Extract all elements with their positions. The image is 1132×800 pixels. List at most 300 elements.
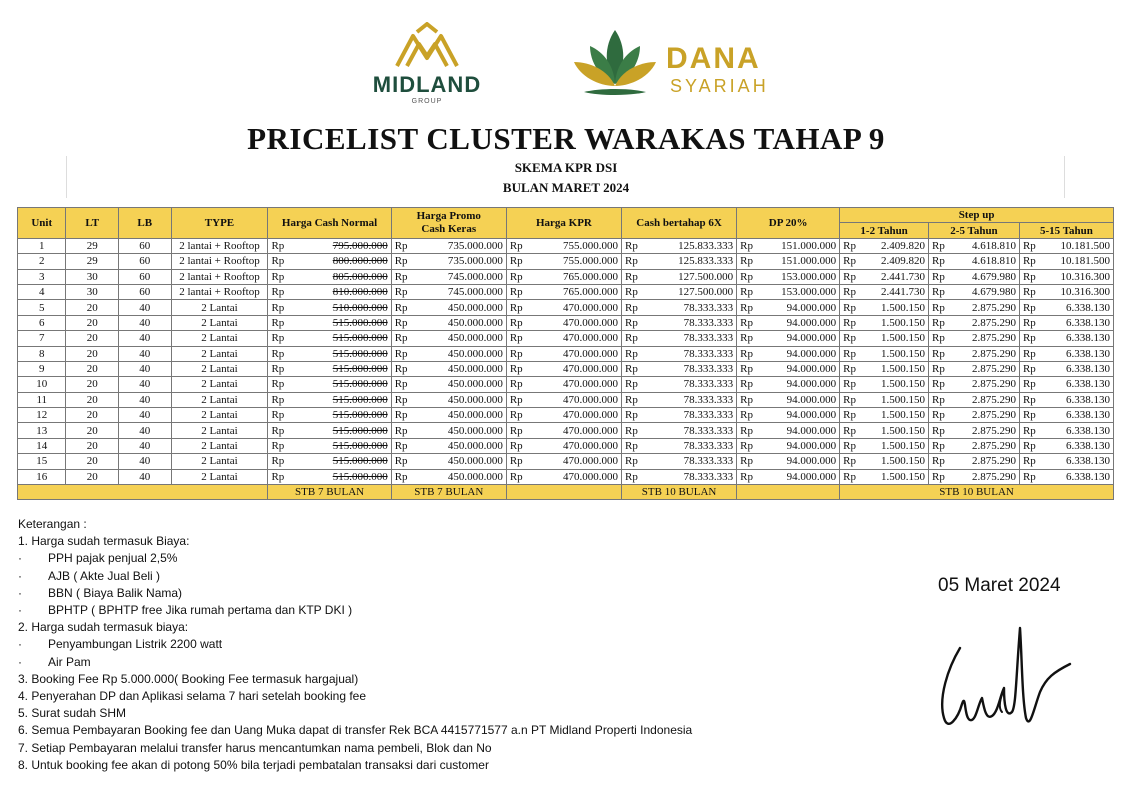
header-lb: LB xyxy=(118,208,171,239)
table-row xyxy=(18,238,1114,253)
currency-label: Rp xyxy=(391,392,413,407)
lt-cell: 20 xyxy=(66,377,119,392)
header-lt: LT xyxy=(66,208,119,239)
cash-normal-cell: 515.000.000 xyxy=(290,377,391,392)
currency-label: Rp xyxy=(737,331,759,346)
currency-label: Rp xyxy=(1019,331,1041,346)
unit-cell: 8 xyxy=(18,346,66,361)
table-row xyxy=(18,377,1114,392)
currency-label: Rp xyxy=(391,269,413,284)
stepup-1-cell: 2.409.820 xyxy=(862,238,929,253)
bertahap-cell: 78.333.333 xyxy=(644,315,737,330)
cash-normal-cell: 515.000.000 xyxy=(290,423,391,438)
promo-cell: 450.000.000 xyxy=(413,408,506,423)
note-text: BPHTP ( BPHTP free Jika rumah pertama dan KTP DKI ) xyxy=(48,603,353,618)
header-kpr: Harga KPR xyxy=(506,208,621,239)
type-cell: 2 Lantai xyxy=(171,423,268,438)
currency-label: Rp xyxy=(929,238,951,253)
lb-cell: 40 xyxy=(118,377,171,392)
currency-label: Rp xyxy=(929,454,951,469)
currency-label: Rp xyxy=(622,361,644,376)
stepup-2-cell: 2.875.290 xyxy=(951,331,1020,346)
promo-cell: 450.000.000 xyxy=(413,331,506,346)
pricelist-table xyxy=(17,207,1114,500)
currency-label: Rp xyxy=(737,315,759,330)
currency-label: Rp xyxy=(1019,469,1041,484)
promo-cell: 450.000.000 xyxy=(413,438,506,453)
currency-label: Rp xyxy=(929,315,951,330)
currency-label: Rp xyxy=(737,423,759,438)
dp-cell: 94.000.000 xyxy=(759,315,840,330)
stepup-2-cell: 2.875.290 xyxy=(951,438,1020,453)
note-text: 8. Untuk booking fee akan di potong 50% bila terjadi pembatalan transaksi dari customer xyxy=(18,757,489,772)
currency-label: Rp xyxy=(391,315,413,330)
unit-cell: 10 xyxy=(18,377,66,392)
currency-label: Rp xyxy=(268,331,290,346)
type-cell: 2 lantai + Rooftop xyxy=(171,254,268,269)
currency-label: Rp xyxy=(391,300,413,315)
currency-label: Rp xyxy=(506,315,528,330)
bullet-dot-icon: · xyxy=(18,551,22,566)
currency-label: Rp xyxy=(268,361,290,376)
currency-label: Rp xyxy=(622,269,644,284)
lt-cell: 29 xyxy=(66,238,119,253)
type-cell: 2 Lantai xyxy=(171,392,268,407)
note-text: 3. Booking Fee Rp 5.000.000( Booking Fee termasuk hargajual) xyxy=(18,671,359,686)
unit-cell: 1 xyxy=(18,238,66,253)
currency-label: Rp xyxy=(622,438,644,453)
bertahap-cell: 78.333.333 xyxy=(644,361,737,376)
kpr-cell: 755.000.000 xyxy=(529,238,622,253)
lt-cell: 20 xyxy=(66,423,119,438)
currency-label: Rp xyxy=(391,331,413,346)
stepup-3-cell: 10.181.500 xyxy=(1042,238,1114,253)
currency-label: Rp xyxy=(391,284,413,299)
stepup-2-cell: 2.875.290 xyxy=(951,469,1020,484)
stepup-3-cell: 10.316.300 xyxy=(1042,269,1114,284)
currency-label: Rp xyxy=(737,238,759,253)
currency-label: Rp xyxy=(391,408,413,423)
dp-cell: 94.000.000 xyxy=(759,423,840,438)
stepup-1-cell: 1.500.150 xyxy=(862,346,929,361)
stepup-2-cell: 2.875.290 xyxy=(951,346,1020,361)
note-bullet-item xyxy=(18,585,692,602)
stepup-3-cell: 6.338.130 xyxy=(1042,423,1114,438)
currency-label: Rp xyxy=(268,438,290,453)
type-cell: 2 Lantai xyxy=(171,315,268,330)
bertahap-cell: 125.833.333 xyxy=(644,238,737,253)
stepup-2-cell: 2.875.290 xyxy=(951,423,1020,438)
currency-label: Rp xyxy=(840,377,862,392)
currency-label: Rp xyxy=(268,269,290,284)
currency-label: Rp xyxy=(268,254,290,269)
currency-label: Rp xyxy=(1019,284,1041,299)
lt-cell: 30 xyxy=(66,269,119,284)
bullet-dot-icon: · xyxy=(18,654,22,669)
currency-label: Rp xyxy=(840,346,862,361)
type-cell: 2 Lantai xyxy=(171,361,268,376)
currency-label: Rp xyxy=(506,454,528,469)
currency-label: Rp xyxy=(737,269,759,284)
footer-promo: STB 7 BULAN xyxy=(391,485,506,500)
lb-cell: 60 xyxy=(118,254,171,269)
currency-label: Rp xyxy=(929,300,951,315)
currency-label: Rp xyxy=(622,315,644,330)
midland-name: MIDLAND xyxy=(372,72,482,97)
header-stepup: Step up xyxy=(840,208,1114,223)
currency-label: Rp xyxy=(840,454,862,469)
cash-normal-cell: 515.000.000 xyxy=(290,438,391,453)
currency-label: Rp xyxy=(1019,315,1041,330)
currency-label: Rp xyxy=(1019,269,1041,284)
kpr-cell: 470.000.000 xyxy=(529,438,622,453)
currency-label: Rp xyxy=(622,284,644,299)
dp-cell: 94.000.000 xyxy=(759,331,840,346)
currency-label: Rp xyxy=(506,469,528,484)
stepup-2-cell: 4.618.810 xyxy=(951,238,1020,253)
currency-label: Rp xyxy=(737,361,759,376)
currency-label: Rp xyxy=(622,254,644,269)
table-row xyxy=(18,284,1114,299)
scheme-subtitle: SKEMA KPR DSI xyxy=(514,160,618,175)
page-title: PRICELIST CLUSTER WARAKAS TAHAP 9 xyxy=(247,121,885,156)
unit-cell: 3 xyxy=(18,269,66,284)
bertahap-cell: 127.500.000 xyxy=(644,269,737,284)
dp-cell: 151.000.000 xyxy=(759,238,840,253)
unit-cell: 13 xyxy=(18,423,66,438)
lt-cell: 20 xyxy=(66,454,119,469)
currency-label: Rp xyxy=(929,469,951,484)
currency-label: Rp xyxy=(737,392,759,407)
currency-label: Rp xyxy=(1019,300,1041,315)
stepup-3-cell: 6.338.130 xyxy=(1042,300,1114,315)
note-bullet-item xyxy=(18,568,692,585)
unit-cell: 15 xyxy=(18,454,66,469)
currency-label: Rp xyxy=(268,469,290,484)
currency-label: Rp xyxy=(391,361,413,376)
cash-normal-cell: 510.000.000 xyxy=(290,300,391,315)
type-cell: 2 Lantai xyxy=(171,377,268,392)
unit-cell: 5 xyxy=(18,300,66,315)
notes-heading: Keterangan : xyxy=(18,517,87,531)
currency-label: Rp xyxy=(506,346,528,361)
currency-label: Rp xyxy=(840,392,862,407)
type-cell: 2 Lantai xyxy=(171,346,268,361)
currency-label: Rp xyxy=(1019,238,1041,253)
currency-label: Rp xyxy=(506,377,528,392)
bertahap-cell: 78.333.333 xyxy=(644,300,737,315)
bertahap-cell: 78.333.333 xyxy=(644,377,737,392)
kpr-cell: 470.000.000 xyxy=(529,469,622,484)
kpr-cell: 765.000.000 xyxy=(529,269,622,284)
table-row xyxy=(18,315,1114,330)
currency-label: Rp xyxy=(391,469,413,484)
notes-section xyxy=(18,516,692,774)
kpr-cell: 470.000.000 xyxy=(529,423,622,438)
header-stepup-2: 2-5 Tahun xyxy=(929,223,1020,238)
currency-label: Rp xyxy=(929,423,951,438)
unit-cell: 7 xyxy=(18,331,66,346)
dana-sub: SYARIAH xyxy=(670,76,769,96)
note-text: 4. Penyerahan DP dan Aplikasi selama 7 hari setelah booking fee xyxy=(18,689,367,704)
dp-cell: 94.000.000 xyxy=(759,361,840,376)
currency-label: Rp xyxy=(840,315,862,330)
currency-label: Rp xyxy=(506,438,528,453)
type-cell: 2 Lantai xyxy=(171,331,268,346)
promo-cell: 745.000.000 xyxy=(413,269,506,284)
currency-label: Rp xyxy=(840,438,862,453)
cash-normal-cell: 795.000.000 xyxy=(290,238,391,253)
stepup-2-cell: 2.875.290 xyxy=(951,454,1020,469)
lotus-icon xyxy=(570,26,660,102)
promo-cell: 450.000.000 xyxy=(413,454,506,469)
stepup-1-cell: 1.500.150 xyxy=(862,377,929,392)
stepup-1-cell: 1.500.150 xyxy=(862,469,929,484)
header-cash-normal: Harga Cash Normal xyxy=(268,208,391,239)
note-bullet-item xyxy=(18,550,692,567)
currency-label: Rp xyxy=(391,377,413,392)
promo-cell: 735.000.000 xyxy=(413,238,506,253)
type-cell: 2 Lantai xyxy=(171,469,268,484)
midland-sub: GROUP xyxy=(411,98,443,105)
lt-cell: 20 xyxy=(66,331,119,346)
unit-cell: 12 xyxy=(18,408,66,423)
note-text: PPH pajak penjual 2,5% xyxy=(48,551,178,566)
document-date: 05 Maret 2024 xyxy=(938,575,1061,596)
lt-cell: 20 xyxy=(66,300,119,315)
bertahap-cell: 78.333.333 xyxy=(644,438,737,453)
kpr-cell: 470.000.000 xyxy=(529,300,622,315)
currency-label: Rp xyxy=(506,284,528,299)
header-type: TYPE xyxy=(171,208,268,239)
header-unit: Unit xyxy=(18,208,66,239)
currency-label: Rp xyxy=(391,346,413,361)
currency-label: Rp xyxy=(929,392,951,407)
currency-label: Rp xyxy=(1019,377,1041,392)
currency-label: Rp xyxy=(1019,438,1041,453)
dp-cell: 94.000.000 xyxy=(759,469,840,484)
lb-cell: 40 xyxy=(118,331,171,346)
stepup-2-cell: 4.679.980 xyxy=(951,284,1020,299)
note-numbered-item xyxy=(18,705,692,722)
type-cell: 2 lantai + Rooftop xyxy=(171,269,268,284)
promo-cell: 450.000.000 xyxy=(413,469,506,484)
stepup-2-cell: 2.875.290 xyxy=(951,361,1020,376)
currency-label: Rp xyxy=(1019,408,1041,423)
lt-cell: 20 xyxy=(66,346,119,361)
currency-label: Rp xyxy=(268,315,290,330)
currency-label: Rp xyxy=(929,331,951,346)
bertahap-cell: 78.333.333 xyxy=(644,346,737,361)
stepup-3-cell: 6.338.130 xyxy=(1042,361,1114,376)
note-text: 2. Harga sudah termasuk biaya: xyxy=(18,620,189,635)
currency-label: Rp xyxy=(506,408,528,423)
currency-label: Rp xyxy=(737,300,759,315)
bertahap-cell: 78.333.333 xyxy=(644,392,737,407)
currency-label: Rp xyxy=(840,331,862,346)
currency-label: Rp xyxy=(622,408,644,423)
currency-label: Rp xyxy=(622,392,644,407)
currency-label: Rp xyxy=(506,361,528,376)
currency-label: Rp xyxy=(391,423,413,438)
period-subtitle: BULAN MARET 2024 xyxy=(502,180,630,195)
currency-label: Rp xyxy=(840,269,862,284)
lb-cell: 40 xyxy=(118,454,171,469)
cash-normal-cell: 515.000.000 xyxy=(290,454,391,469)
table-body xyxy=(18,238,1114,484)
promo-cell: 450.000.000 xyxy=(413,392,506,407)
currency-label: Rp xyxy=(929,377,951,392)
currency-label: Rp xyxy=(622,238,644,253)
table-row xyxy=(18,300,1114,315)
stepup-2-cell: 4.679.980 xyxy=(951,269,1020,284)
currency-label: Rp xyxy=(737,377,759,392)
header-stepup-1: 1-2 Tahun xyxy=(840,223,929,238)
stepup-1-cell: 1.500.150 xyxy=(862,438,929,453)
header-bertahap: Cash bertahap 6X xyxy=(622,208,737,239)
promo-cell: 450.000.000 xyxy=(413,300,506,315)
lt-cell: 29 xyxy=(66,254,119,269)
note-numbered-item xyxy=(18,740,692,757)
promo-cell: 745.000.000 xyxy=(413,284,506,299)
dana-syariah-logo xyxy=(570,26,790,106)
currency-label: Rp xyxy=(506,254,528,269)
stepup-1-cell: 1.500.150 xyxy=(862,300,929,315)
dp-cell: 151.000.000 xyxy=(759,254,840,269)
midland-logo xyxy=(362,22,492,112)
note-bullet-item xyxy=(18,654,692,671)
note-numbered-item xyxy=(18,722,692,739)
stepup-2-cell: 2.875.290 xyxy=(951,300,1020,315)
signature-image xyxy=(930,608,1090,748)
currency-label: Rp xyxy=(737,454,759,469)
table-row xyxy=(18,331,1114,346)
kpr-cell: 765.000.000 xyxy=(529,284,622,299)
footer-empty xyxy=(18,485,268,500)
stepup-3-cell: 6.338.130 xyxy=(1042,346,1114,361)
currency-label: Rp xyxy=(1019,346,1041,361)
kpr-cell: 470.000.000 xyxy=(529,361,622,376)
currency-label: Rp xyxy=(1019,254,1041,269)
stepup-1-cell: 1.500.150 xyxy=(862,408,929,423)
kpr-cell: 470.000.000 xyxy=(529,331,622,346)
currency-label: Rp xyxy=(268,423,290,438)
dp-cell: 94.000.000 xyxy=(759,377,840,392)
table-row xyxy=(18,423,1114,438)
currency-label: Rp xyxy=(840,300,862,315)
bertahap-cell: 78.333.333 xyxy=(644,408,737,423)
note-numbered-item xyxy=(18,757,692,774)
note-numbered-item xyxy=(18,619,692,636)
currency-label: Rp xyxy=(840,361,862,376)
note-numbered-item xyxy=(18,533,692,550)
cash-normal-cell: 515.000.000 xyxy=(290,315,391,330)
currency-label: Rp xyxy=(622,331,644,346)
stepup-1-cell: 1.500.150 xyxy=(862,331,929,346)
currency-label: Rp xyxy=(506,423,528,438)
header-stepup-3: 5-15 Tahun xyxy=(1019,223,1113,238)
currency-label: Rp xyxy=(391,238,413,253)
currency-label: Rp xyxy=(929,408,951,423)
note-text: 7. Setiap Pembayaran melalui transfer harus mencantumkan nama pembeli, Blok dan No xyxy=(18,740,492,755)
currency-label: Rp xyxy=(737,469,759,484)
kpr-cell: 470.000.000 xyxy=(529,377,622,392)
stepup-3-cell: 6.338.130 xyxy=(1042,408,1114,423)
lb-cell: 40 xyxy=(118,408,171,423)
dp-cell: 94.000.000 xyxy=(759,392,840,407)
lb-cell: 40 xyxy=(118,423,171,438)
currency-label: Rp xyxy=(929,284,951,299)
footer-dp xyxy=(737,485,840,500)
dp-cell: 153.000.000 xyxy=(759,269,840,284)
currency-label: Rp xyxy=(391,254,413,269)
stepup-2-cell: 2.875.290 xyxy=(951,408,1020,423)
currency-label: Rp xyxy=(391,454,413,469)
type-cell: 2 lantai + Rooftop xyxy=(171,238,268,253)
currency-label: Rp xyxy=(506,392,528,407)
dp-cell: 94.000.000 xyxy=(759,408,840,423)
stepup-3-cell: 6.338.130 xyxy=(1042,392,1114,407)
currency-label: Rp xyxy=(268,284,290,299)
currency-label: Rp xyxy=(268,377,290,392)
dp-cell: 94.000.000 xyxy=(759,454,840,469)
currency-label: Rp xyxy=(929,346,951,361)
currency-label: Rp xyxy=(840,408,862,423)
lt-cell: 20 xyxy=(66,469,119,484)
lt-cell: 20 xyxy=(66,392,119,407)
currency-label: Rp xyxy=(622,423,644,438)
currency-label: Rp xyxy=(268,300,290,315)
lt-cell: 20 xyxy=(66,361,119,376)
lb-cell: 60 xyxy=(118,238,171,253)
stepup-1-cell: 1.500.150 xyxy=(862,392,929,407)
currency-label: Rp xyxy=(1019,361,1041,376)
kpr-cell: 470.000.000 xyxy=(529,454,622,469)
currency-label: Rp xyxy=(1019,454,1041,469)
kpr-cell: 470.000.000 xyxy=(529,392,622,407)
footer-bertahap: STB 10 BULAN xyxy=(622,485,737,500)
currency-label: Rp xyxy=(737,408,759,423)
stepup-3-cell: 6.338.130 xyxy=(1042,438,1114,453)
unit-cell: 4 xyxy=(18,284,66,299)
type-cell: 2 lantai + Rooftop xyxy=(171,284,268,299)
cash-normal-cell: 515.000.000 xyxy=(290,392,391,407)
bertahap-cell: 78.333.333 xyxy=(644,331,737,346)
dp-cell: 94.000.000 xyxy=(759,438,840,453)
bertahap-cell: 78.333.333 xyxy=(644,423,737,438)
stepup-3-cell: 10.316.300 xyxy=(1042,284,1114,299)
currency-label: Rp xyxy=(737,438,759,453)
kpr-cell: 470.000.000 xyxy=(529,408,622,423)
lb-cell: 60 xyxy=(118,284,171,299)
currency-label: Rp xyxy=(268,238,290,253)
cash-normal-cell: 805.000.000 xyxy=(290,269,391,284)
currency-label: Rp xyxy=(268,392,290,407)
currency-label: Rp xyxy=(840,469,862,484)
bertahap-cell: 78.333.333 xyxy=(644,469,737,484)
currency-label: Rp xyxy=(929,438,951,453)
footer-cash-normal: STB 7 BULAN xyxy=(268,485,391,500)
cash-normal-cell: 800.000.000 xyxy=(290,254,391,269)
stepup-2-cell: 2.875.290 xyxy=(951,377,1020,392)
currency-label: Rp xyxy=(622,346,644,361)
lb-cell: 40 xyxy=(118,438,171,453)
currency-label: Rp xyxy=(622,469,644,484)
header-dp: DP 20% xyxy=(737,208,840,239)
unit-cell: 14 xyxy=(18,438,66,453)
lb-cell: 40 xyxy=(118,315,171,330)
type-cell: 2 Lantai xyxy=(171,438,268,453)
